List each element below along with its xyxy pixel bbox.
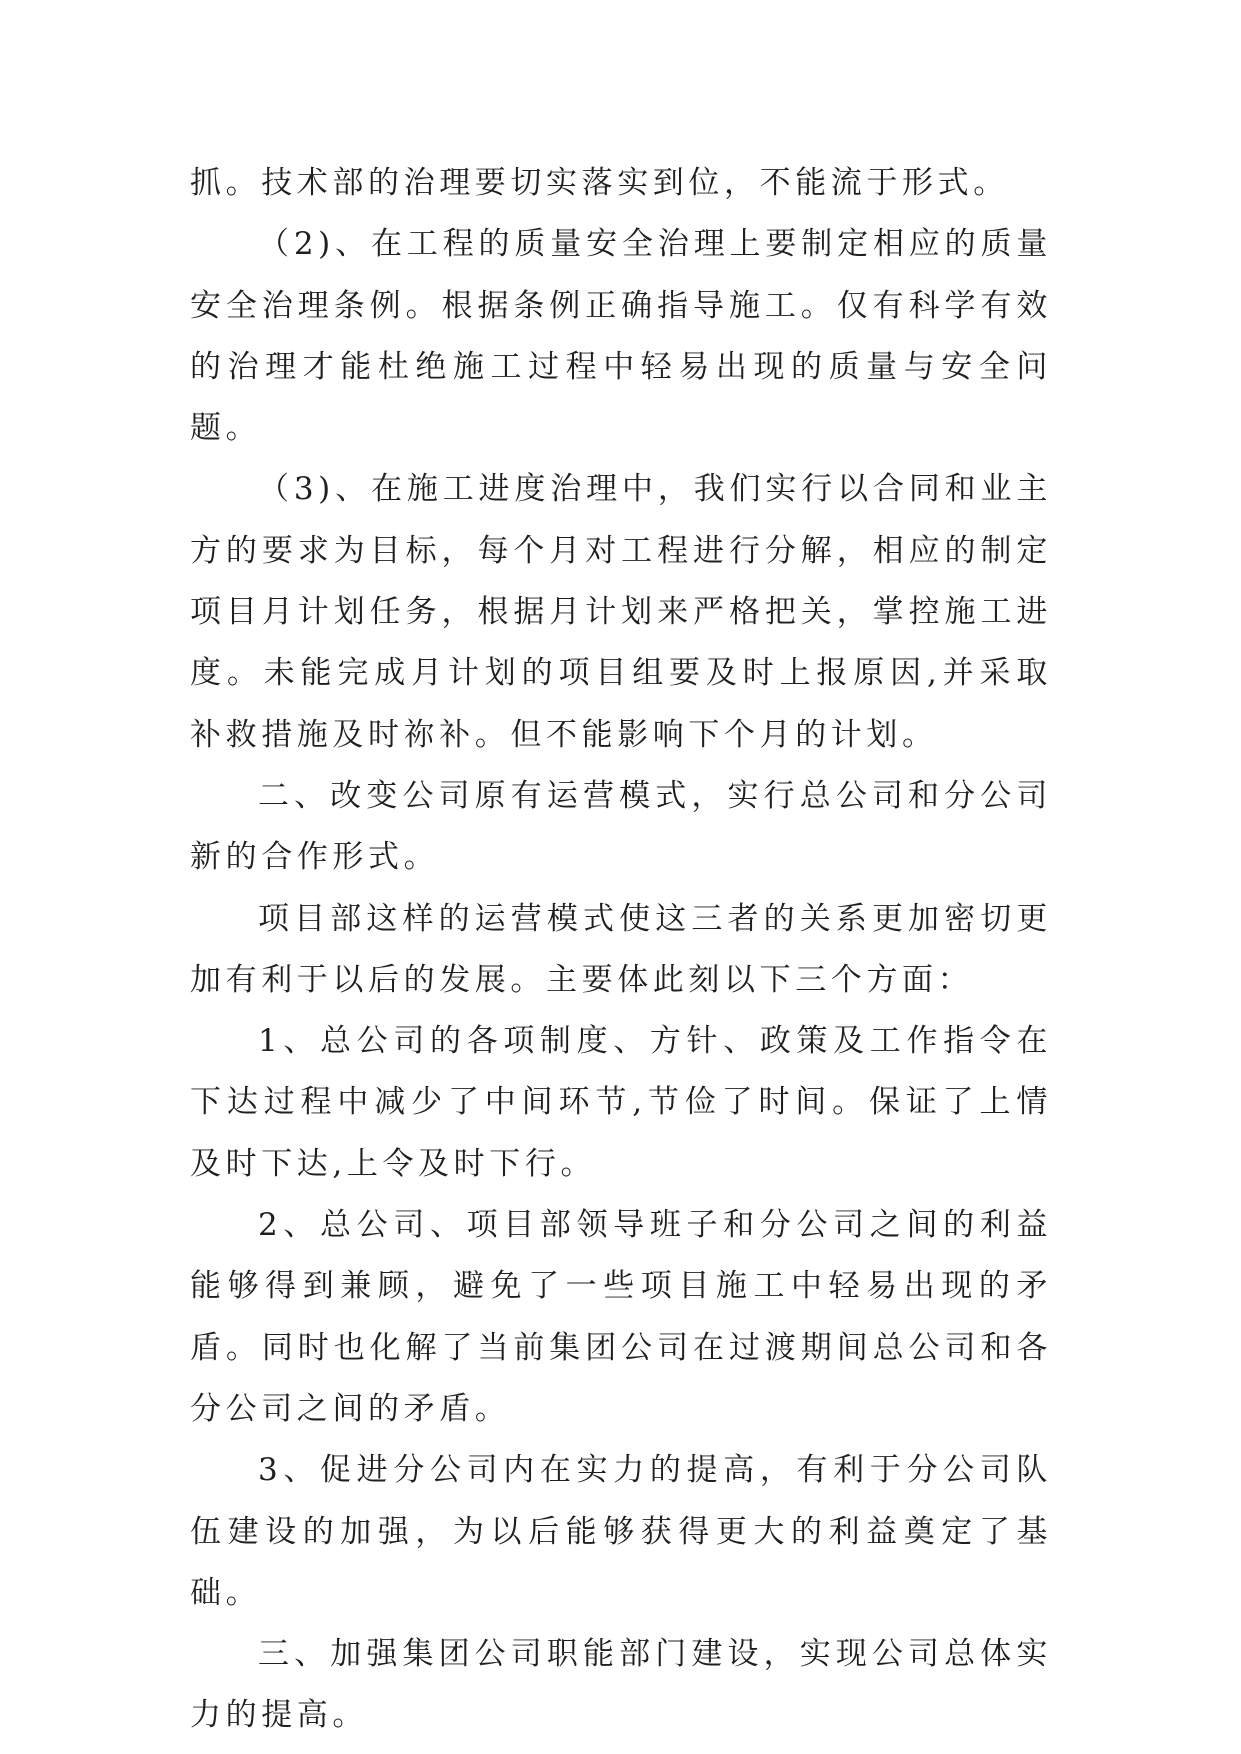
paragraph-project-department: 项目部这样的运营模式使这三者的关系更加密切更加有利于以后的发展。主要体此刻以下三个方面： bbox=[190, 900, 1052, 998]
list-item-1: 1、总公司的各项制度、方针、政策及工作指令在下达过程中减少了中间环节,节俭了时间。保证了上情及时下达,上令及时下行。 bbox=[190, 1023, 1052, 1182]
document-body bbox=[190, 153, 1052, 1747]
section-heading-functional-departments: 三、加强集团公司职能部门建设，实现公司总体实力的提高。 bbox=[190, 1636, 1052, 1734]
paragraph-continuation: 抓。技术部的治理要切实落实到位，不能流于形式。 bbox=[190, 165, 1009, 201]
list-item-2: 2、总公司、项目部领导班子和分公司之间的利益能够得到兼顾，避免了一些项目施工中轻易出现的矛盾。同时也化解了当前集团公司在过渡期间总公司和各分公司之间的矛盾。 bbox=[190, 1207, 1052, 1427]
section-heading-operation-mode: 二、改变公司原有运营模式，实行总公司和分公司新的合作形式。 bbox=[190, 777, 1052, 876]
paragraph-schedule-management: （3)、在施工进度治理中，我们实行以合同和业主方的要求为目标，每个月对工程进行分解，相应的制定项目月计划任务，根据月计划来严格把关，掌控施工进度。未能完成月计划的项目组要及时上报原因,并采取补救措施及时祢补。但不能影响下个月的计划。 bbox=[190, 471, 1052, 753]
paragraph-quality-safety: （2)、在工程的质量安全治理上要制定相应的质量安全治理条例。根据条例正确指导施工。仅有科学有效的治理才能杜绝施工过程中轻易出现的质量与安全问题。 bbox=[190, 226, 1052, 447]
list-item-3: 3、促进分公司内在实力的提高，有利于分公司队伍建设的加强，为以后能够获得更大的利益奠定了基础。 bbox=[190, 1452, 1052, 1611]
